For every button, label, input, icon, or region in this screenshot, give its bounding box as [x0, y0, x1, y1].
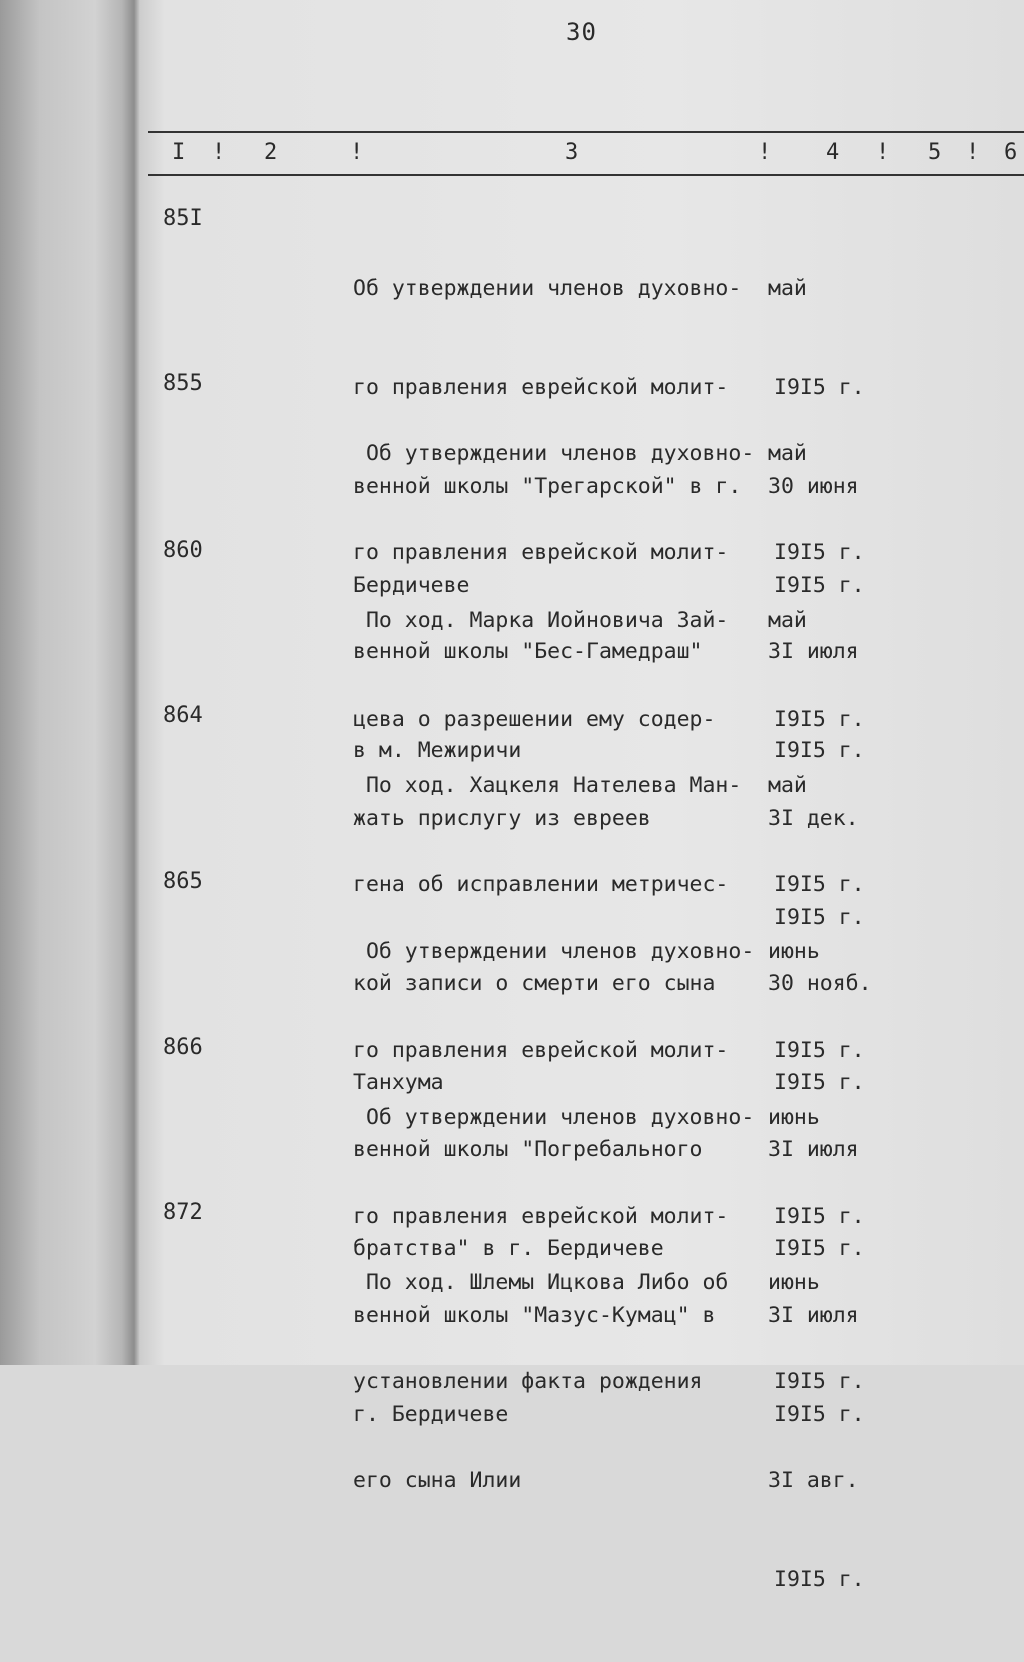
date-line: I9I5 г. [774, 1204, 865, 1229]
date-line: I9I5 г. [774, 1567, 865, 1592]
column-header-5: 5 [928, 140, 942, 165]
table-header-top-rule [148, 131, 1024, 133]
date-line: I9I5 г. [774, 1236, 865, 1261]
table-header-bottom-rule [148, 174, 1024, 176]
description-line: венной школы "Погребального [353, 1137, 703, 1162]
date-line: июнь [768, 1105, 820, 1130]
date-line: 3I авг. [768, 1468, 859, 1493]
date-line: I9I5 г. [774, 375, 865, 400]
description-line: гена об исправлении метричес- [353, 872, 729, 897]
date-line: I9I5 г. [774, 540, 865, 565]
description-line: По ход. Хацкеля Нателева Ман- [353, 773, 742, 798]
description-line: го правления еврейской молит- [353, 540, 729, 565]
description-line: братства" в г. Бердичеве [353, 1236, 664, 1261]
entry-number: 855 [163, 371, 203, 396]
date-line: I9I5 г. [774, 905, 865, 930]
entry-number: 872 [163, 1200, 203, 1225]
column-separator: ! [966, 140, 980, 165]
description-line: установлении факта рождения [353, 1369, 703, 1394]
column-separator: ! [758, 140, 772, 165]
description-line: г. Бердичеве [353, 1402, 509, 1427]
description-line: в м. Межиричи [353, 738, 522, 763]
date-line: I9I5 г. [774, 1369, 865, 1394]
entry-number: 865 [163, 869, 203, 894]
date-line: 30 нояб. [768, 971, 872, 996]
description-line: жать прислугу из евреев [353, 806, 651, 831]
description-line: венной школы "Бес-Гамедраш" [353, 639, 703, 664]
date-line: май [768, 276, 807, 301]
column-header-6: 6 [1004, 140, 1018, 165]
description-line: По ход. Шлемы Ицкова Либо об [353, 1270, 729, 1295]
date-line: июнь [768, 1270, 820, 1295]
description-line: Об утверждении членов духовно- [353, 939, 755, 964]
description-line: кой записи о смерти его сына [353, 971, 716, 996]
date-line: 3I июля [768, 1303, 859, 1328]
date-line: 3I дек. [768, 806, 859, 831]
description-line: Танхума [353, 1070, 444, 1095]
column-separator: ! [212, 140, 226, 165]
description-line: По ход. Марка Иойновича Зай- [353, 608, 729, 633]
entry-number: 85I [163, 206, 203, 231]
date-line: май [768, 608, 807, 633]
date-line: I9I5 г. [774, 573, 865, 598]
date-line: I9I5 г. [774, 872, 865, 897]
description-line: Об утверждении членов духовно- [353, 441, 755, 466]
description-line: венной школы "Мазус-Кумац" в [353, 1303, 716, 1328]
column-separator: ! [876, 140, 890, 165]
entry-number: 860 [163, 538, 203, 563]
column-header-3: 3 [565, 140, 579, 165]
description-line: го правления еврейской молит- [353, 375, 729, 400]
description-line: Об утверждении членов духовно- [353, 1105, 755, 1130]
entry-number: 866 [163, 1035, 203, 1060]
page-number: 30 [566, 18, 597, 46]
description-line: Об утверждении членов духовно- [353, 276, 742, 301]
date-line: 30 июня [768, 474, 859, 499]
column-header-1: I [172, 140, 186, 165]
date-line: май [768, 773, 807, 798]
entry-description [353, 1200, 783, 1563]
description-line: го правления еврейской молит- [353, 1038, 729, 1063]
description-line: Бердичеве [353, 573, 470, 598]
date-line: I9I5 г. [774, 707, 865, 732]
date-line: I9I5 г. [774, 1402, 865, 1427]
entry-number: 864 [163, 703, 203, 728]
column-header-4: 4 [826, 140, 840, 165]
date-line: 3I июля [768, 639, 859, 664]
date-line: I9I5 г. [774, 1070, 865, 1095]
date-line: I9I5 г. [774, 1038, 865, 1063]
column-separator: ! [350, 140, 364, 165]
description-line: цева о разрешении ему содер- [353, 707, 716, 732]
date-line: 3I июля [768, 1137, 859, 1162]
entry-dates [768, 1200, 968, 1662]
date-line: май [768, 441, 807, 466]
date-line: I9I5 г. [774, 738, 865, 763]
date-line: июнь [768, 939, 820, 964]
column-header-2: 2 [264, 140, 278, 165]
description-line: его сына Илии [353, 1468, 522, 1493]
description-line: го правления еврейской молит- [353, 1204, 729, 1229]
description-line: венной школы "Трегарской" в г. [353, 474, 742, 499]
